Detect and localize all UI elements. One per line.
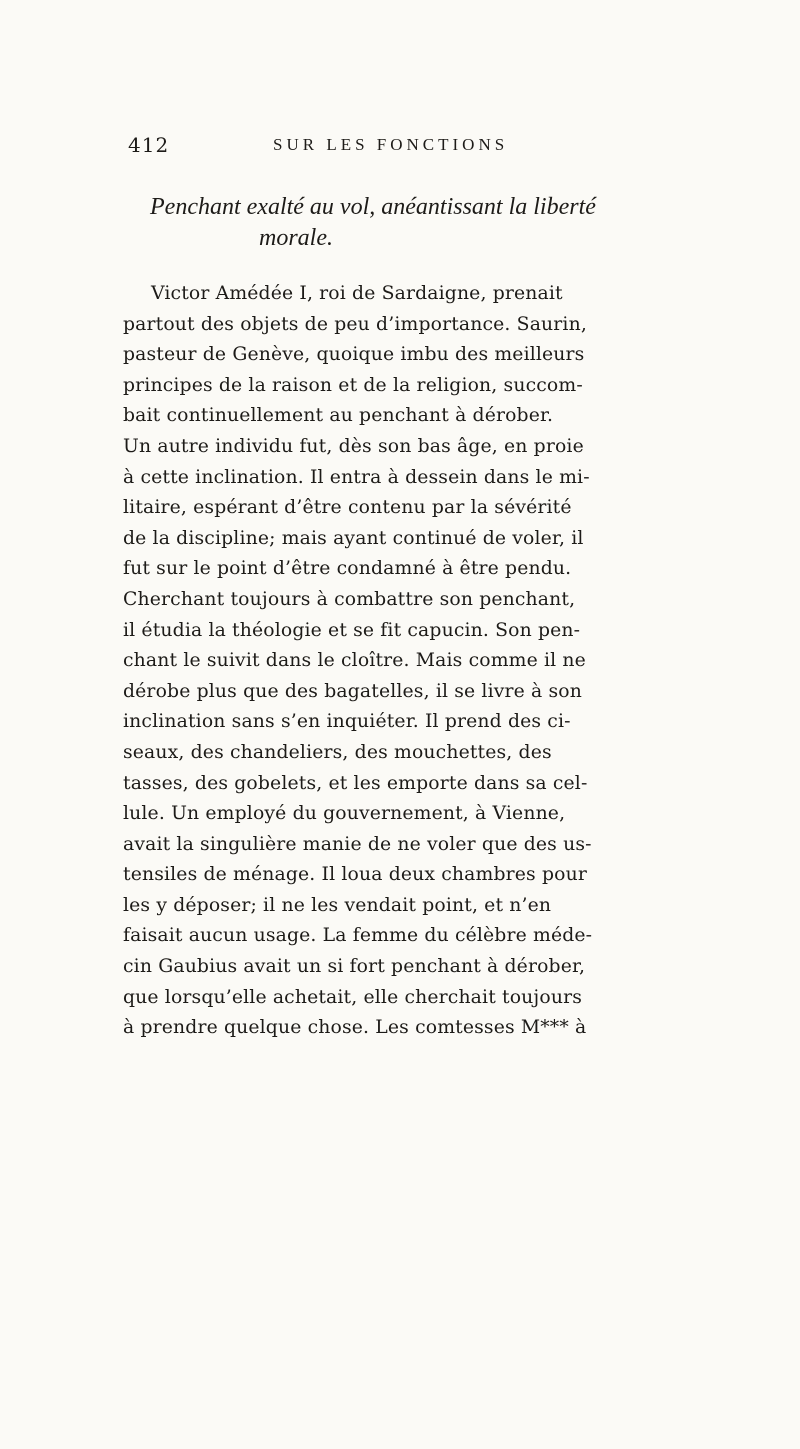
text-line: partout des objets de peu d’importance. Saurin, [123, 313, 587, 335]
text-line: tensiles de ménage. Il loua deux chambres pour [123, 864, 587, 886]
text-line: litaire, espérant d’être contenu par la sévérité [123, 497, 572, 519]
text-line: principes de la raison et de la religion, succom- [123, 374, 583, 396]
text-line: bait continuellement au penchant à dérober. [123, 405, 554, 427]
text-line: Victor Amédée I, roi de Sardaigne, prenait [151, 283, 563, 304]
text-line: inclination sans s’en inquiéter. Il prend des ci- [123, 711, 571, 733]
body-paragraph [123, 279, 773, 1044]
running-head [128, 133, 768, 157]
running-title: SUR LES FONCTIONS [273, 135, 509, 154]
page-number: 412 [128, 133, 170, 157]
text-line: chant le suivit dans le cloître. Mais comme il ne [123, 650, 586, 672]
text-line: Cherchant toujours à combattre son penchant, [123, 588, 576, 610]
text-line: seaux, des chandeliers, des mouchettes, des [123, 741, 552, 763]
text-line: les y déposer; il ne les vendait point, et n’en [123, 894, 552, 916]
text-line: à prendre quelque chose. Les comtesses M*** à [123, 1017, 587, 1039]
text-line: Un autre individu fut, dès son bas âge, en proie [123, 435, 584, 457]
text-line: que lorsqu’elle achetait, elle cherchait toujours [123, 986, 582, 1008]
section-title-line: morale. [259, 225, 333, 251]
section-title [150, 192, 770, 254]
text-line: cin Gaubius avait un si fort penchant à dérober, [123, 956, 586, 978]
text-line: fut sur le point d’être condamné à être pendu. [123, 558, 572, 580]
text-line: tasses, des gobelets, et les emporte dans sa cel- [123, 772, 588, 794]
text-line: avait la singulière manie de ne voler que des us- [123, 833, 592, 855]
text-line: pasteur de Genève, quoique imbu des meilleurs [123, 344, 585, 366]
text-line: de la discipline; mais ayant continué de voler, il [123, 527, 584, 549]
text-line: faisait aucun usage. La femme du célèbre méde- [123, 925, 593, 947]
text-line: il étudia la théologie et se fit capucin. Son pen- [123, 619, 581, 641]
text-line: lule. Un employé du gouvernement, à Vienne, [123, 803, 566, 825]
text-line: à cette inclination. Il entra à dessein dans le mi- [123, 466, 590, 488]
text-line: dérobe plus que des bagatelles, il se livre à son [123, 680, 582, 702]
section-title-line: Penchant exalté au vol, anéantissant la liberté [150, 194, 596, 220]
